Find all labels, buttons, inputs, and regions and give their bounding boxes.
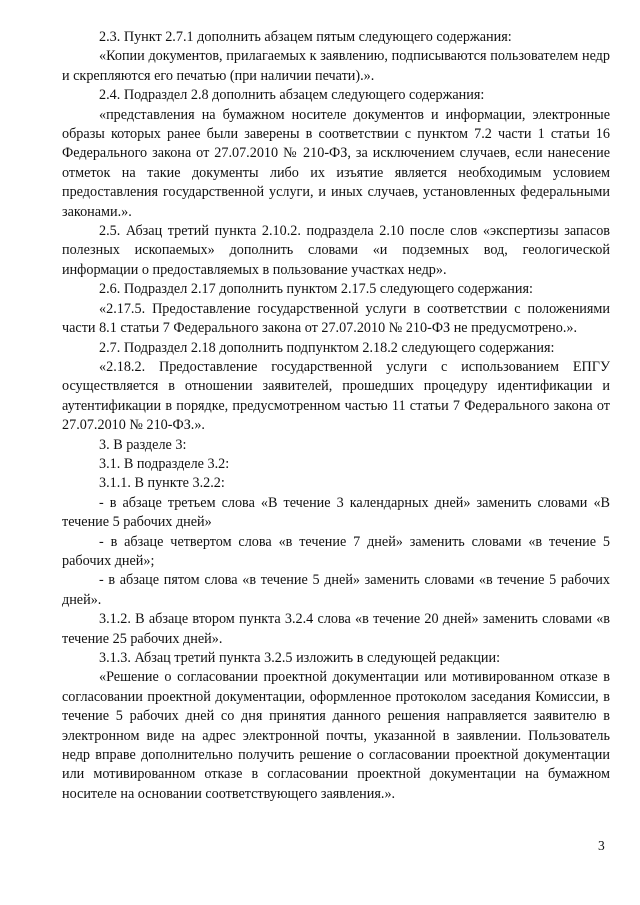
paragraph-2-3: 2.3. Пункт 2.7.1 дополнить абзацем пятым следующего содержания: [99, 29, 512, 45]
document-body [62, 28, 610, 804]
paragraph-3: 3. В разделе 3: [99, 436, 187, 453]
paragraph-2-7: 2.7. Подраздел 2.18 дополнить подпунктом 2.18.2 следующего содержания: [99, 339, 555, 356]
paragraph-3-1-3: 3.1.3. Абзац третий пункта 3.2.5 изложить в следующей редакции: [99, 650, 501, 666]
paragraph-2-7-quote: «2.18.2. Предоставление государственной услуги с использованием ЕПГУ осуществляется в отношении заявителей, прошедших процедуру идентификации и аутентификации в порядке, предусмотренном частью 11 статьи 7 Федерального закона от 27.07.2010 № 210-ФЗ.». [62, 358, 610, 434]
page-number: 3 [598, 838, 605, 853]
paragraph-3-1-1: 3.1.1. В пункте 3.2.2: [99, 475, 225, 492]
list-item-abzac-3: - в абзаце третьем слова «В течение 3 календарных дней» заменить словами «В течение 5 рабочих дней» [62, 494, 610, 531]
list-item-abzac-5: - в абзаце пятом слова «в течение 5 дней» заменить словами «в течение 5 рабочих дней». [62, 572, 610, 608]
paragraph-2-6: 2.6. Подраздел 2.17 дополнить пунктом 2.17.5 следующего содержания: [99, 281, 533, 298]
paragraph-2-4-quote: «представления на бумажном носителе документов и информации, электронные образы которых ранее были заверены в соответствии с пунктом 7.2 части 1 статьи 16 Федерального закона от 27.07.2010 № 210-ФЗ, за исключением случаев, если нанесение отметок на такие документы либо их изъятие является необходимым условием предоставления государственной услуги, и иных случаев, установленных федеральными законами.». [62, 106, 610, 220]
paragraph-3-1-2: 3.1.2. В абзаце втором пункта 3.2.4 слова «в течение 20 дней» заменить словами «в течение 25 рабочих дней». [62, 611, 610, 647]
paragraph-2-6-quote: «2.17.5. Предоставление государственной услуги в соответствии с положениями части 8.1 статьи 7 Федерального закона от 27.07.2010 № 210-ФЗ не предусмотрено.». [62, 300, 610, 337]
list-item-abzac-4: - в абзаце четвертом слова «в течение 7 дней» заменить словами «в течение 5 рабочих дней»; [62, 533, 610, 569]
paragraph-2-3-quote: «Копии документов, прилагаемых к заявлению, подписываются пользователем недр и скрепляются его печатью (при наличии печати).». [62, 48, 610, 84]
paragraph-3-1: 3.1. В подразделе 3.2: [99, 455, 230, 472]
paragraph-3-1-3-quote: «Решение о согласовании проектной документации или мотивированном отказе в согласовании проектной документации, оформленное протоколом заседания Комиссии, в течение 5 рабочих дней со дня принятия данного решения направляется заявителю в электронном виде на адрес электронной почты, указанной в заявлении. Пользователь недр вправе дополнительно получить решение о согласовании проектной документации или мотивированном отказе в согласовании проектной документации на бумажном носителе на основании соответствующего заявления.». [62, 669, 610, 802]
paragraph-2-4: 2.4. Подраздел 2.8 дополнить абзацем следующего содержания: [99, 87, 485, 104]
paragraph-2-5: 2.5. Абзац третий пункта 2.10.2. подраздела 2.10 после слов «экспертизы запасов полезных ископаемых» дополнить словами «и подземных вод, геологической информации о предоставляемых в пользование участках недр». [62, 223, 610, 278]
